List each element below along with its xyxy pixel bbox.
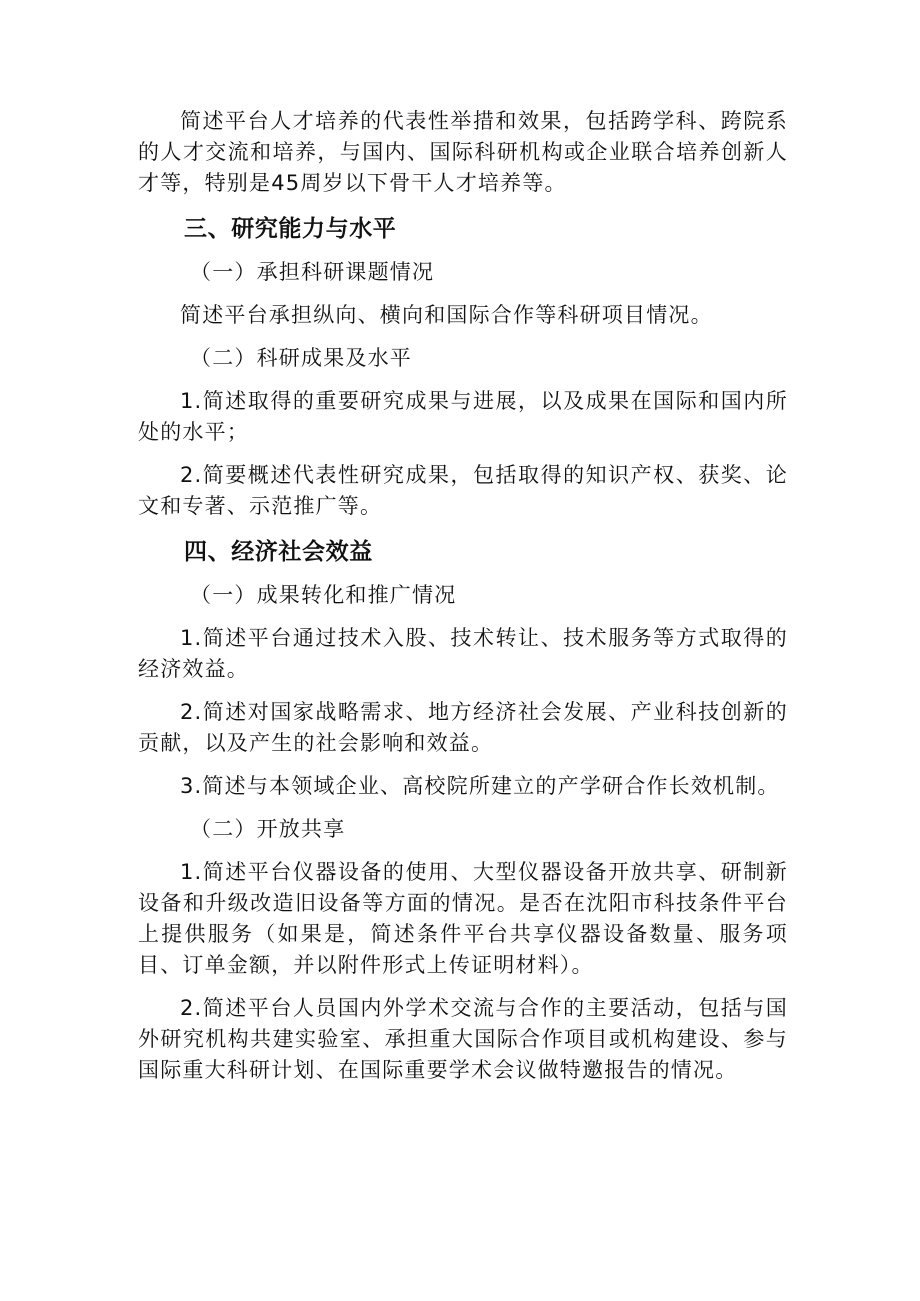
paragraph-talent-training: 简述平台人才培养的代表性举措和效果，包括跨学科、跨院系的人才交流和培养，与国内、国际科研机构或企业联合培养创新人才等，特别是45周岁以下骨干人才培养等。 xyxy=(138,109,788,195)
subheading-open-sharing: （二）开放共享 xyxy=(190,817,346,841)
paragraph-transfer-item-3: 3.简述与本领域企业、高校院所建立的产学研合作长效机制。 xyxy=(180,774,780,798)
heading-economic-social-benefits: 四、经济社会效益 xyxy=(184,539,373,565)
paragraph-sharing-item-2: 2.简述平台人员国内外学术交流与合作的主要活动，包括与国外研究机构共建实验室、承担重大国际合作项目或机构建设、参与国际重大科研计划、在国际重要学术会议做特邀报告的情况。 xyxy=(138,996,788,1082)
paragraph-sharing-item-1: 1.简述平台仪器设备的使用、大型仪器设备开放共享、研制新设备和升级改造旧设备等方面的情况。是否在沈阳市科技条件平台上提供服务（如果是，简述条件平台共享仪器设备数量、服务项目、订单金额，并以附件形式上传证明材料）。 xyxy=(138,860,788,977)
subheading-research-results: （二）科研成果及水平 xyxy=(190,346,412,370)
paragraph-results-item-2: 2.简要概述代表性研究成果，包括取得的知识产权、获奖、论文和专著、示范推广等。 xyxy=(138,463,788,518)
heading-research-capability: 三、研究能力与水平 xyxy=(184,216,397,242)
document-page xyxy=(138,106,788,1086)
paragraph-results-item-1: 1.简述取得的重要研究成果与进展，以及成果在国际和国内所处的水平； xyxy=(138,389,788,444)
subheading-research-projects: （一）承担科研课题情况 xyxy=(190,260,435,284)
paragraph-research-projects: 简述平台承担纵向、横向和国际合作等科研项目情况。 xyxy=(180,303,713,327)
paragraph-transfer-item-2: 2.简述对国家战略需求、地方经济社会发展、产业科技创新的贡献，以及产生的社会影响和效益。 xyxy=(138,700,788,755)
paragraph-transfer-item-1: 1.简述平台通过技术入股、技术转让、技术服务等方式取得的经济效益。 xyxy=(138,626,788,681)
subheading-transfer-promotion: （一）成果转化和推广情况 xyxy=(190,583,457,607)
